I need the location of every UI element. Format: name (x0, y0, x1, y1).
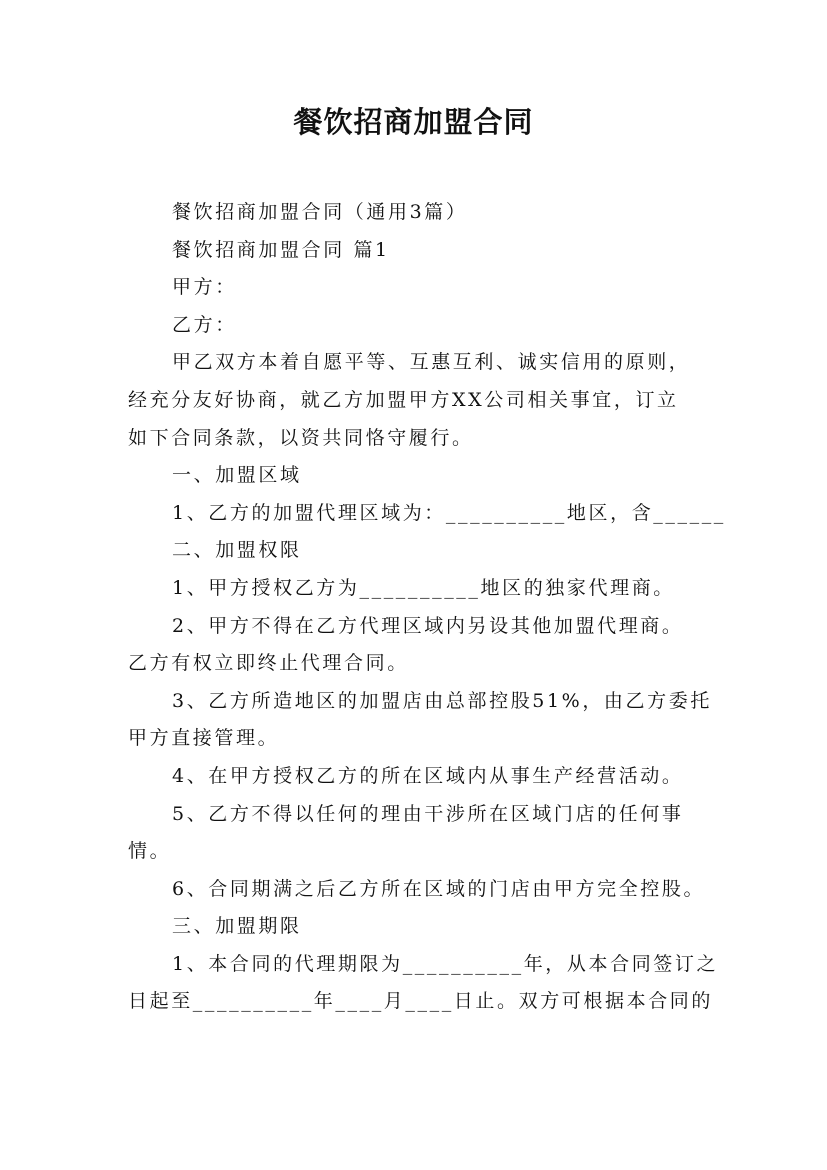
document-line: 2、甲方不得在乙方代理区域内另设其他加盟代理商。 (172, 614, 684, 637)
document-line: 二、加盟权限 (172, 539, 302, 562)
document-line: 1、乙方的加盟代理区域为：__________地区，含______ (172, 501, 726, 524)
document-line: 一、加盟区域 (172, 464, 302, 487)
document-line: 4、在甲方授权乙方的所在区域内从事生产经营活动。 (172, 764, 684, 787)
document-line: 1、甲方授权乙方为__________地区的独家代理商。 (172, 576, 675, 599)
document-line: 3、乙方所造地区的加盟店由总部控股51%，由乙方委托 (172, 689, 712, 712)
document-line: 乙方有权立即终止代理合同。 (128, 652, 409, 675)
document-line: 三、加盟期限 (172, 915, 302, 938)
document-line: 餐饮招商加盟合同 篇1 (172, 238, 390, 261)
document-line: 餐饮招商加盟合同（通用3篇） (172, 201, 468, 223)
document-line: 6、合同期满之后乙方所在区域的门店由甲方完全控股。 (172, 877, 706, 900)
document-line: 5、乙方不得以任何的理由干涉所在区域门店的任何事 (172, 802, 684, 825)
document-title: 餐饮招商加盟合同 (293, 105, 534, 139)
document-line: 甲乙双方本着自愿平等、互惠互利、诚实信用的原则， (172, 351, 691, 374)
document-line: 1、本合同的代理期限为__________年，从本合同签订之 (172, 952, 719, 975)
document-line: 如下合同条款，以资共同恪守履行。 (128, 426, 474, 449)
document-line: 甲方： (172, 276, 237, 299)
document-line: 日起至__________年____月____日止。双方可根据本合同的 (128, 990, 714, 1013)
document-line: 经充分友好协商，就乙方加盟甲方XX公司相关事宜，订立 (128, 388, 679, 411)
document-body (128, 194, 726, 1021)
document-line: 甲方直接管理。 (128, 727, 280, 750)
document-line: 情。 (128, 840, 172, 863)
document-line: 乙方： (172, 313, 237, 336)
